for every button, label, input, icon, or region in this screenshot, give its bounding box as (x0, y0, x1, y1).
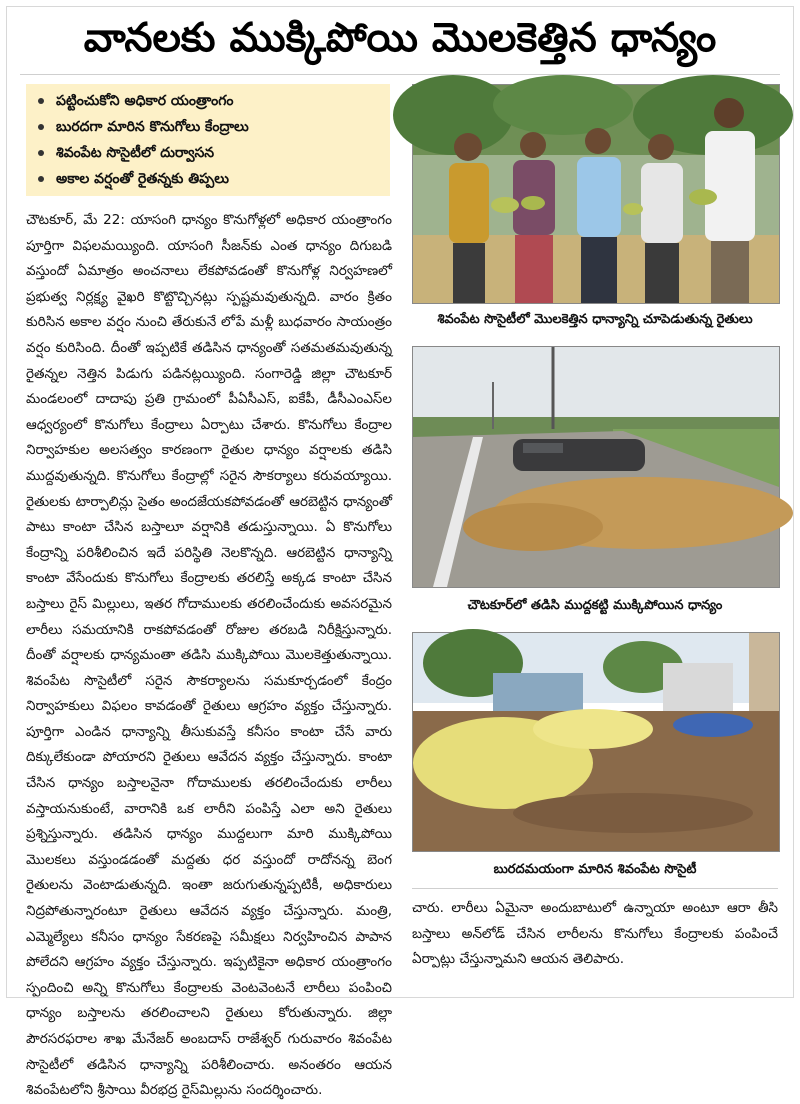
photo-wet-grain-road (412, 346, 780, 588)
farmers-illustration (413, 85, 779, 303)
right-column-rule (412, 888, 778, 889)
highlight-item: పట్టించుకోని అధికార యంత్రాంగం (26, 88, 390, 114)
caption-photo3: బురదమయంగా మారిన శివంపేట సొసైటీ (493, 862, 697, 877)
article-paragraph: చౌటకూర్, మే 22: యాసంగి ధాన్యం కొనుగోళ్లలో అధికార యంత్రాంగం పూర్తిగా విఫలమయ్యింది. యాసంగి సీజన్‌కు ఎంత ధాన్యం దిగుబడి వస్తుందో ఏమాత్రం అంచనాలు లేకపోవడంతో కొనుగోళ్ల నిర్వహణలో ప్రభుత్వ నిర్లక్ష్య వైఖరి కొట్టొచ్చినట్లు స్పష్టమవుతున్నది. వారం క్రితం కురిసిన అకాల వర్షం నుంచి తేరుకునే లోపే మళ్లీ బుధవారం సాయంత్రం వర్షం కురిసింది. దీంతో ఇప్పటికే తడిసిన ధాన్యంతో సతమతమవుతున్న రైతన్నల నెత్తిన పిడుగు పడినట్లయ్యింది. సంగారెడ్డి జిల్లా చౌటకూర్ మండలంలో దాదాపు ప్రతి గ్రామంలో పీఏసీఎస్, ఐకేపీ, డీసీఎంఎస్‌ల ఆధ్వర్యంలో కొనుగోలు కేంద్రాలు ఏర్పాటు చేశారు. కొనుగోలు కేంద్రాల నిర్వాహకుల అలసత్వం కారణంగా రైతుల ధాన్యం వర్షాలకు తడిసి ముద్దవుతున్నది. కొనుగోలు కేంద్రాల్లో సరైన సౌకర్యాలు కరువయ్యాయి. రైతులకు టార్పాలిన్లు సైతం అందజేయకపోవడంతో ఆరబెట్టిన ధాన్యంతో పాటు కాంటా చేసిన బస్తాలూ వర్షానికి తడుస్తున్నాయి. ఏ కొనుగోలు కేంద్రాన్ని పరిశీలించిన ఇదే పరిస్థితి నెలకొన్నది. ఆరబెట్టిన ధాన్యాన్ని కాంటా వేసేందుకు కొనుగోలు కేంద్రాలకు తరలిస్తే అక్కడ కాంటా చేసిన బస్తాలు రైస్ మిల్లులు, ఇతర గోదాములకు తరలించేందుకు అవసరమైన లారీలు సమయానికి రాకపోవడంతో రోజుల తరబడి నిరీక్షిస్తున్నారు. దీంతో వర్షాలకు ధాన్యమంతా తడిసి ముక్కిపోయి మొలకెత్తుతున్నాయి. శివంపేట సొసైటీలో సరైన సౌకర్యాలను సమకూర్చడంలో కేంద్రం నిర్వాహకులు విఫలం కావడంతో రైతులు ఆగ్రహం వ్యక్తం చేస్తున్నారు. పూర్తిగా ఎండిన ధాన్యాన్ని తీసుకువస్తే కనీసం కాంటా చేసే వారు దిక్కులేకుండా పోయారని రైతులు ఆవేదన వ్యక్తం చేస్తున్నారు. కాంటా చేసిన ధాన్యం బస్తాలనైనా గోదాములకు తరలించేందుకు లారీలు వస్తాయనుకుంటే, వారానికి ఒక లారీని పంపిస్తే ఎలా అని రైతులు ప్రశ్నిస్తున్నారు. తడిసిన ధాన్యం ముద్దలుగా మారి ముక్కిపోయి మొలకలు వస్తుండడంతో మద్దతు ధర వస్తుందో రాదోనన్న బెంగ రైతులను వెంటాడుతున్నది. ఇంతా జరుగుతున్నప్పటికీ, అధికారులు నిద్రపోతున్నారంటూ రైతులు ఆవేదన వ్యక్తం చేస్తున్నారు. మంత్రి, ఎమ్మెల్యేలు కనీసం ధాన్యం సేకరణపై సమీక్షలు నిర్వహించిన పాపాన పోలేదని ఆగ్రహం వ్యక్తం చేస్తున్నారు. ఇప్పటికైనా అధికార యంత్రాంగం స్పందించి అన్ని కొనుగోలు కేంద్రాలకు వెంటవెంటనే లారీలు పంపించి ధాన్యం బస్తాలను తరలించాలని రైతులు కోరుతున్నారు. జిల్లా పౌరసరఫరాల శాఖ మేనేజర్ అంబదాస్ రాజేశ్వర్ గురువారం శివంపేట సొసైటీలో తడిసిన ధాన్యాన్ని పరిశీలించారు. అనంతరం ఆయన శివంపేటలోని శ్రీసాయి వీరభద్ర రైస్‌మిల్లును సందర్శించారు. (26, 212, 392, 1099)
highlights-box (26, 84, 390, 196)
muddy-yard-illustration (413, 633, 779, 851)
headline: వానలకు ముక్కిపోయి మొలకెత్తిన ధాన్యం (83, 15, 717, 61)
highlight-item: బురదగా మారిన కొనుగోలు కేంద్రాలు (26, 114, 390, 140)
article-body (26, 208, 392, 1099)
highlights-list (26, 88, 390, 192)
highlight-item: శివంపేట సొసైటీలో దుర్వాసన (26, 140, 390, 166)
caption-photo2: చౌటకూర్‌లో తడిసి ముద్దకట్టి ముక్కిపోయిన ధాన్యం (467, 598, 723, 613)
photo-muddy-society (412, 632, 780, 852)
headline-rule (20, 74, 780, 75)
article-paragraph: చారు. లారీలు ఏమైనా అందుబాటులో ఉన్నాయా అంటూ ఆరా తీసి బస్తాలు అన్‌లోడ్ చేసిన లారీలను కొనుగోలు కేంద్రాలకు పంపించే ఏర్పాట్లు చేస్తున్నామని ఆయన తెలిపారు. (412, 900, 778, 968)
highlight-item: అకాల వర్షంతో రైతన్నకు తిప్పలు (26, 166, 390, 192)
caption-photo1: శివంపేట సొసైటీలో మొలకెత్తిన ధాన్యాన్ని చూపెడుతున్న రైతులు (437, 312, 753, 327)
article-continuation (412, 896, 778, 992)
road-grain-illustration (413, 347, 779, 587)
photo-farmers-sprouted-grain (412, 84, 780, 304)
